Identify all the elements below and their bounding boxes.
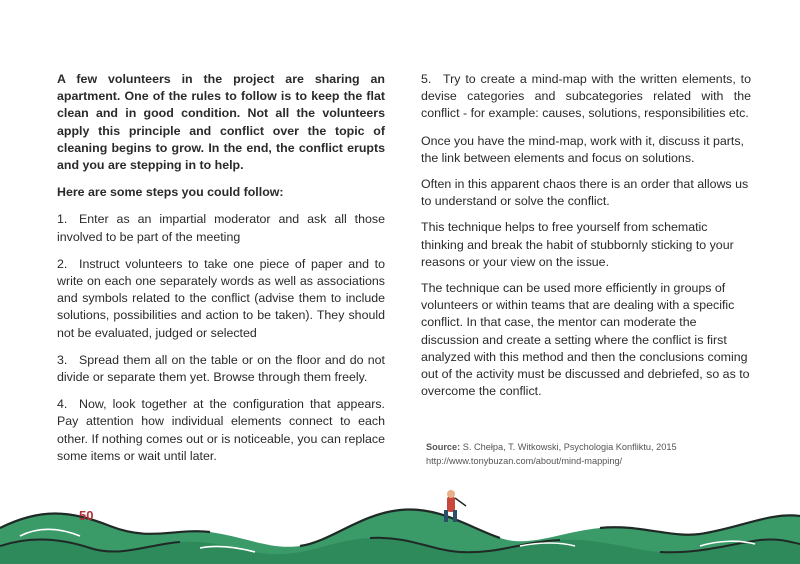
body-paragraph: The technique can be used more efficiently in groups of volunteers or within teams that are dealing with a specific conflict. In that case, the mentor can moderate the discussion and create a setting where the conflict is first analyzed with this method and then the conclusions coming out of the activity must be discussed and debriefed, so as to overcome the conflict.	[421, 281, 750, 399]
step-item	[57, 352, 385, 386]
step-text: Now, look together at the configuration that appears. Pay attention how individual elements connect to each other. If nothing comes out or is noticeable, you can replace some items or wait until later.	[57, 397, 385, 463]
step-item	[57, 211, 385, 245]
body-paragraph: Once you have the mind-map, work with it, discuss it parts, the link between elements and focus on solutions.	[421, 133, 744, 165]
step-number: 5.	[421, 72, 432, 86]
step-item	[57, 256, 385, 342]
body-paragraph: This technique helps to free yourself from schematic thinking and break the habit of stubbornly sticking to your reasons or your view on the issue.	[421, 220, 734, 269]
step-text: Enter as an impartial moderator and ask all those involved to be part of the meeting	[57, 212, 385, 244]
step-text: Spread them all on the table or on the floor and do not divide or separate them yet. Browse through them freely.	[57, 352, 385, 385]
step-text: Instruct volunteers to take one piece of paper and to write on each one separately words as well as associations and symbols related to the conflict (advise them to include solutions, possibilities and action to be taken). They should not be evaluated, judged or selected	[57, 256, 385, 340]
step-text: Try to create a mind-map with the written elements, to devise categories and subcategories related with the conflict - for example: causes, solutions, responsibilities etc.	[421, 72, 751, 121]
source-note	[426, 440, 677, 468]
intro-paragraph: A few volunteers in the project are sharing an apartment. One of the rules to follow is to keep the flat clean and in good condition. Not all the volunteers apply this principle and conflict over the topic of cleaning begins to grow. In the end, the conflict erupts and you are stepping in to help.	[57, 72, 385, 173]
source-url[interactable]: http://www.tonybuzan.com/about/mind-mapping/	[426, 456, 623, 466]
step-number: 3.	[57, 352, 68, 367]
mountain-landscape-illustration	[0, 488, 800, 564]
steps-lead: Here are some steps you could follow:	[57, 185, 284, 200]
source-label: Source:	[426, 442, 461, 452]
page-number: 50	[79, 508, 94, 523]
left-column	[57, 71, 385, 475]
right-column	[421, 71, 751, 409]
step-number: 4.	[57, 397, 68, 412]
step-number: 1.	[57, 212, 68, 227]
climber-figure-illustration	[444, 490, 466, 522]
body-paragraph: Often in this apparent chaos there is an order that allows us to understand or solve the conflict.	[421, 177, 749, 209]
step-item	[421, 71, 751, 123]
step-item	[57, 396, 385, 465]
source-citation: S. Chełpa, T. Witkowski, Psychologia Konfliktu, 2015	[462, 442, 677, 452]
step-number: 2.	[57, 256, 68, 271]
